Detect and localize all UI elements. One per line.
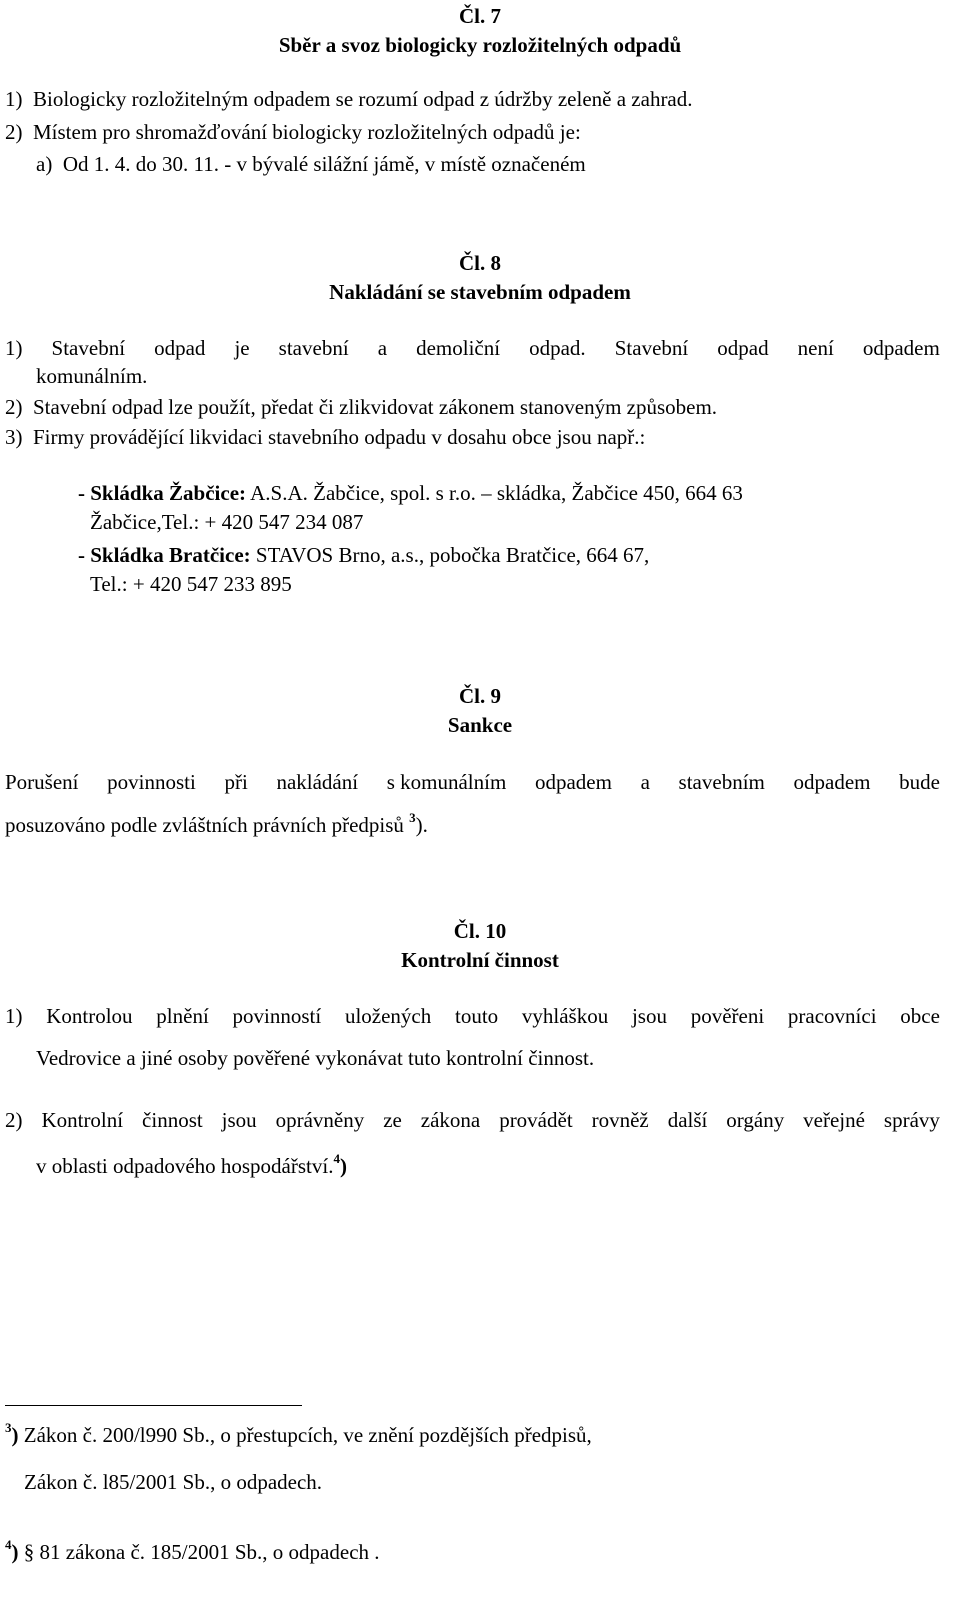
footnote-3: [5, 1420, 592, 1447]
footnote-ref-3[interactable]: 3: [409, 810, 416, 825]
word: rovněž: [591, 1108, 649, 1132]
word: orgány: [726, 1108, 785, 1132]
word: Porušení: [5, 770, 79, 794]
footnote-mark-close: ): [11, 1423, 19, 1447]
word: při: [224, 770, 248, 794]
word: 1): [5, 336, 23, 360]
word: odpadem: [534, 770, 612, 794]
article-7-item-1: 1) Biologicky rozložitelným odpadem se rozumí odpad z údržby zeleně a zahrad.: [5, 87, 693, 111]
site-bratcice: [78, 543, 649, 567]
site-detail: A.S.A. Žabčice, spol. s r.o. – skládka, Žabčice 450, 664 63: [246, 481, 743, 505]
site-zabcice: [78, 481, 743, 505]
article-8-item-3: 3) Firmy provádějící likvidaci stavebního odpadu v dosahu obce jsou např.:: [5, 425, 646, 449]
word: vyhláškou: [521, 1004, 609, 1028]
footnote-mark: 3: [5, 1420, 12, 1435]
word: pracovníci: [787, 1004, 877, 1028]
word: demoliční: [416, 336, 501, 360]
article-8-item-1: [5, 336, 940, 360]
article-10-item-2-cont: [36, 1151, 347, 1178]
article-7-item-2: 2) Místem pro shromažďování biologicky rozložitelných odpadů je:: [5, 120, 581, 144]
site-name: - Skládka Žabčice:: [78, 481, 247, 505]
word: stavební: [278, 336, 349, 360]
article-7-item-2a: a) Od 1. 4. do 30. 11. - v bývalé silážní jámě, v místě označeném: [36, 152, 586, 176]
footnote-4: [5, 1537, 380, 1564]
article-8-item-2: 2) Stavební odpad lze použít, předat či zlikvidovat zákonem stanoveným způsobem.: [5, 395, 718, 419]
word: nakládání: [276, 770, 359, 794]
word: pověřeni: [690, 1004, 765, 1028]
word: odpadem: [862, 336, 940, 360]
article-7-heading: Čl. 7: [459, 4, 501, 28]
word: Stavební: [614, 336, 689, 360]
word: stavebním: [678, 770, 765, 794]
word: odpadem: [793, 770, 871, 794]
word: odpad: [717, 336, 769, 360]
word: a: [377, 336, 388, 360]
word: správy: [883, 1108, 940, 1132]
word: Stavební: [51, 336, 126, 360]
word: jsou: [631, 1004, 667, 1028]
word: povinností: [232, 1004, 322, 1028]
word: uložených: [344, 1004, 432, 1028]
word: oprávněny: [275, 1108, 365, 1132]
footnote-mark: 4: [5, 1537, 12, 1552]
word: obce: [900, 1004, 940, 1028]
word: zákona: [420, 1108, 481, 1132]
article-10-item-2: [5, 1108, 940, 1132]
word: jsou: [221, 1108, 257, 1132]
article-8-heading: Čl. 8: [459, 251, 501, 275]
footnote-text: Zákon č. 200/l990 Sb., o přestupcích, ve znění pozdějších předpisů,: [18, 1423, 592, 1447]
word: plnění: [156, 1004, 209, 1028]
word: s komunálním: [386, 770, 507, 794]
word: odpad: [154, 336, 206, 360]
word: povinnosti: [107, 770, 196, 794]
footnote-text: § 81 zákona č. 185/2001 Sb., o odpadech .: [18, 1540, 380, 1564]
word: veřejné: [803, 1108, 865, 1132]
para-text: posuzováno podle zvláštních právních předpisů: [5, 813, 410, 837]
site-detail: STAVOS Brno, a.s., pobočka Bratčice, 664 67,: [250, 543, 650, 567]
article-8-title: Nakládání se stavebním odpadem: [329, 280, 631, 304]
item-end: ): [339, 1154, 347, 1178]
site-bratcice-cont: Tel.: + 420 547 233 895: [90, 572, 292, 596]
word: a: [640, 770, 650, 794]
word: Kontrolou: [46, 1004, 133, 1028]
article-10-title: Kontrolní činnost: [401, 948, 559, 972]
word: další: [667, 1108, 708, 1132]
word: činnost: [142, 1108, 203, 1132]
article-9-para: [5, 770, 940, 794]
word: touto: [454, 1004, 499, 1028]
word: bude: [899, 770, 940, 794]
word: ze: [383, 1108, 402, 1132]
article-8-item-1-cont: komunálním.: [36, 364, 148, 388]
word: 1): [5, 1004, 23, 1028]
footnote-mark-close: ): [11, 1540, 19, 1564]
article-10-heading: Čl. 10: [453, 919, 507, 943]
footnote-separator: [5, 1405, 302, 1406]
article-10-item-1-cont: Vedrovice a jiné osoby pověřené vykonávat tuto kontrolní činnost.: [36, 1046, 595, 1070]
article-9-para-cont: [5, 810, 428, 837]
word: je: [234, 336, 250, 360]
article-9-heading: Čl. 9: [459, 684, 501, 708]
word: není: [797, 336, 834, 360]
item-text: v oblasti odpadového hospodářství.: [36, 1154, 334, 1178]
footnote-ref-4[interactable]: 4: [333, 1151, 340, 1166]
footnote-3-cont: Zákon č. l85/2001 Sb., o odpadech.: [24, 1470, 323, 1494]
article-10-item-1: [5, 1004, 940, 1028]
word: provádět: [499, 1108, 573, 1132]
word: Kontrolní: [41, 1108, 124, 1132]
article-9-title: Sankce: [447, 713, 513, 737]
para-end: ).: [415, 813, 428, 837]
site-name: - Skládka Bratčice:: [78, 543, 251, 567]
article-7-title: Sběr a svoz biologicky rozložitelných odpadů: [278, 33, 682, 57]
word: odpad.: [529, 336, 586, 360]
site-zabcice-cont: Žabčice,Tel.: + 420 547 234 087: [90, 510, 364, 534]
word: 2): [5, 1108, 23, 1132]
